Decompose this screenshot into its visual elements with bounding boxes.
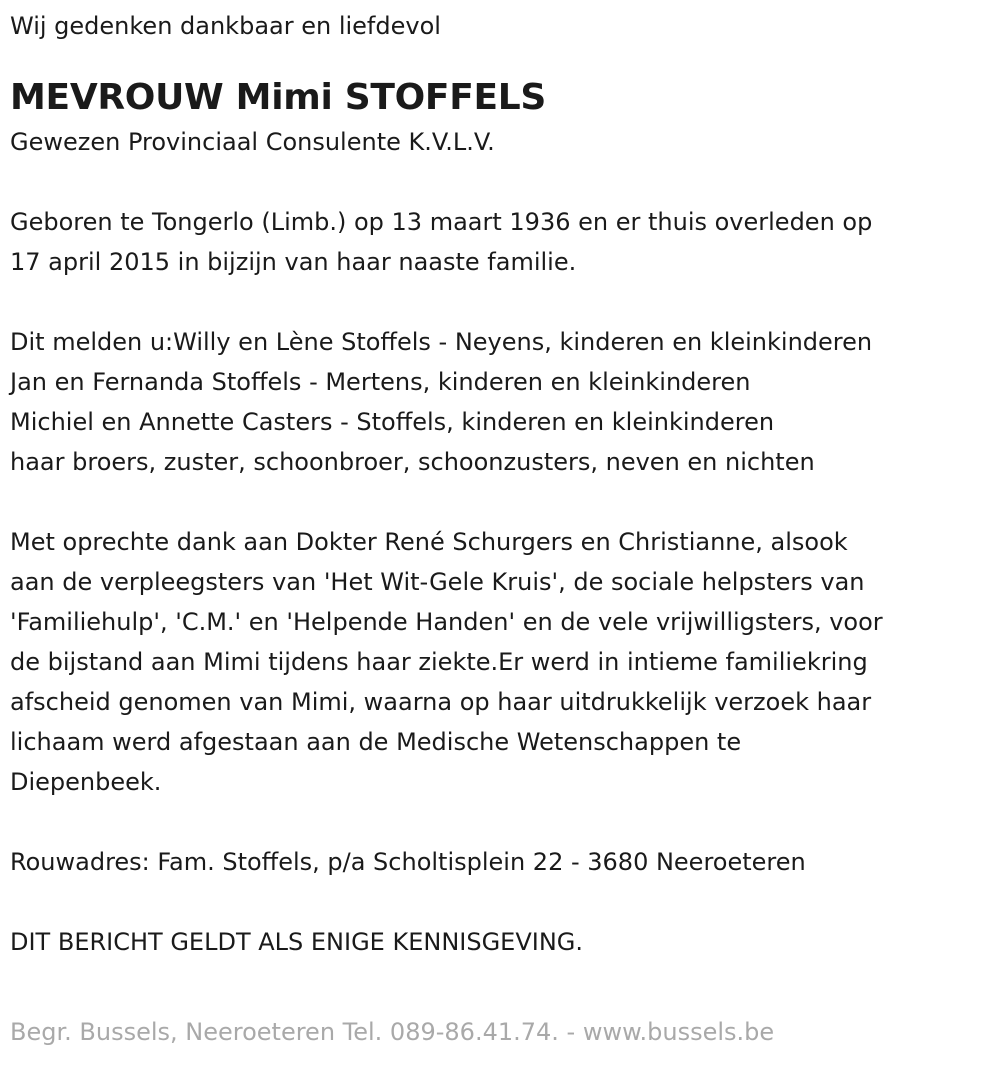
thanks-line: Diepenbeek. bbox=[10, 768, 162, 796]
thanks-line: lichaam werd afgestaan aan de Medische Wetenschappen te bbox=[10, 728, 742, 756]
family-line: Jan en Fernanda Stoffels - Mertens, kinderen en kleinkinderen bbox=[10, 368, 751, 396]
mourning-address: Rouwadres: Fam. Stoffels, p/a Scholtisplein 22 - 3680 Neeroeteren bbox=[10, 848, 806, 876]
announcement-text: DIT BERICHT GELDT ALS ENIGE KENNISGEVING. bbox=[10, 928, 584, 956]
family-line: Michiel en Annette Casters - Stoffels, kinderen en kleinkinderen bbox=[10, 408, 775, 436]
intro-text: Wij gedenken dankbaar en liefdevol bbox=[10, 12, 441, 40]
funeral-home-footer: Begr. Bussels, Neeroeteren Tel. 089-86.41.74. - www.bussels.be bbox=[10, 1018, 775, 1046]
birth-line: Geboren te Tongerlo (Limb.) op 13 maart 1936 en er thuis overleden op bbox=[10, 208, 873, 236]
thanks-line: de bijstand aan Mimi tijdens haar ziekte.Er werd in intieme familiekring bbox=[10, 648, 868, 676]
death-line: 17 april 2015 in bijzijn van haar naaste familie. bbox=[10, 248, 577, 276]
family-line: Dit melden u:Willy en Lène Stoffels - Neyens, kinderen en kleinkinderen bbox=[10, 328, 873, 356]
thanks-line: afscheid genomen van Mimi, waarna op haar uitdrukkelijk verzoek haar bbox=[10, 688, 872, 716]
family-line: haar broers, zuster, schoonbroer, schoonzusters, neven en nichten bbox=[10, 448, 815, 476]
thanks-line: Met oprechte dank aan Dokter René Schurgers en Christianne, alsook bbox=[10, 528, 848, 556]
birth-death-paragraph bbox=[10, 202, 990, 282]
thanks-paragraph bbox=[10, 522, 990, 802]
thanks-line: aan de verpleegsters van 'Het Wit-Gele Kruis', de sociale helpsters van bbox=[10, 568, 865, 596]
deceased-title: Gewezen Provinciaal Consulente K.V.L.V. bbox=[10, 128, 495, 156]
family-paragraph bbox=[10, 322, 990, 482]
thanks-line: 'Familiehulp', 'C.M.' en 'Helpende Handen' en de vele vrijwilligsters, voor bbox=[10, 608, 883, 636]
deceased-name: MEVROUW Mimi STOFFELS bbox=[10, 77, 547, 118]
